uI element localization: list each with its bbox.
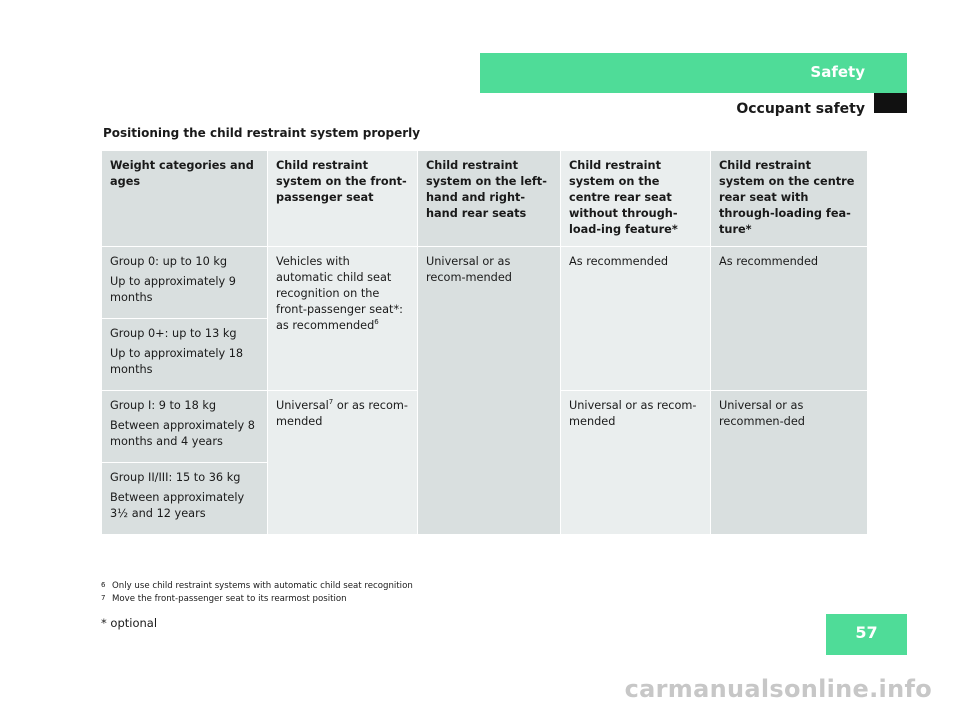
footnote-text: Only use child restraint systems with automatic child seat recognition: [112, 581, 413, 591]
page-number-box: [826, 614, 907, 655]
table-row: [102, 247, 868, 319]
centre-with-text: As recommended: [719, 255, 819, 268]
group-desc: Up to approximately 18 months: [110, 347, 244, 376]
footnote-text: Move the front-passenger seat to its rearmost position: [112, 594, 347, 604]
group-cell: [102, 319, 268, 391]
footnotes: [101, 580, 413, 606]
footnote-ref: 6: [374, 318, 379, 327]
group-title: Group 0: up to 10 kg: [110, 255, 228, 268]
group-title: Group II/III: 15 to 36 kg: [110, 471, 241, 484]
column-header: Weight categories and ages: [102, 151, 268, 247]
watermark: carmanualsonline.info: [624, 675, 932, 703]
column-header: Child restraint system on the left-hand and right-hand rear seats: [418, 151, 561, 247]
group-cell: [102, 391, 268, 463]
footnote-number: 6: [101, 581, 106, 589]
front-seat-cell: [268, 391, 418, 535]
group-cell: [102, 463, 268, 535]
rear-sides-cell: [418, 247, 561, 535]
page-number: 57: [855, 623, 878, 642]
group-title: Group 0+: up to 13 kg: [110, 327, 237, 340]
rear-sides-text: Universal or as recom-mended: [426, 255, 512, 284]
column-header: Child restraint system on the centre rear seat with through-loading fea-ture*: [711, 151, 868, 247]
column-header: Child restraint system on the centre rear seat without through-load-ing feature*: [561, 151, 711, 247]
front-seat-text-suffix: or as recom-mended: [276, 399, 408, 428]
chapter-title: Safety: [810, 63, 865, 81]
group-desc: Between approximately 3½ and 12 years: [110, 491, 245, 520]
front-seat-cell: [268, 247, 418, 391]
child-restraint-table: [101, 150, 868, 535]
column-header: Child restraint system on the front-passenger seat: [268, 151, 418, 247]
centre-with-text: Universal or as recommen-ded: [719, 399, 805, 428]
footnote: [101, 580, 413, 593]
section-title: Occupant safety: [736, 101, 865, 117]
group-title: Group I: 9 to 18 kg: [110, 399, 217, 412]
page-heading: Positioning the child restraint system properly: [103, 126, 421, 140]
footnote-number: 7: [101, 594, 106, 602]
centre-without-text: As recommended: [569, 255, 669, 268]
optional-note: * optional: [101, 616, 158, 630]
chapter-tab: [480, 53, 907, 93]
front-seat-text: Universal: [276, 399, 329, 412]
centre-with-cell: [711, 247, 868, 391]
table-header-row: [102, 151, 868, 247]
centre-without-text: Universal or as recom-mended: [569, 399, 697, 428]
centre-with-cell: [711, 391, 868, 535]
section-marker: [874, 93, 907, 113]
group-cell: [102, 247, 268, 319]
front-seat-text: Vehicles with automatic child seat recognition on the front-passenger seat*: as recommended: [276, 255, 403, 332]
group-desc: Up to approximately 9 months: [110, 275, 236, 304]
centre-without-cell: [561, 391, 711, 535]
centre-without-cell: [561, 247, 711, 391]
footnote: [101, 593, 413, 606]
footnote-ref: 7: [328, 398, 334, 407]
group-desc: Between approximately 8 months and 4 years: [110, 419, 255, 448]
